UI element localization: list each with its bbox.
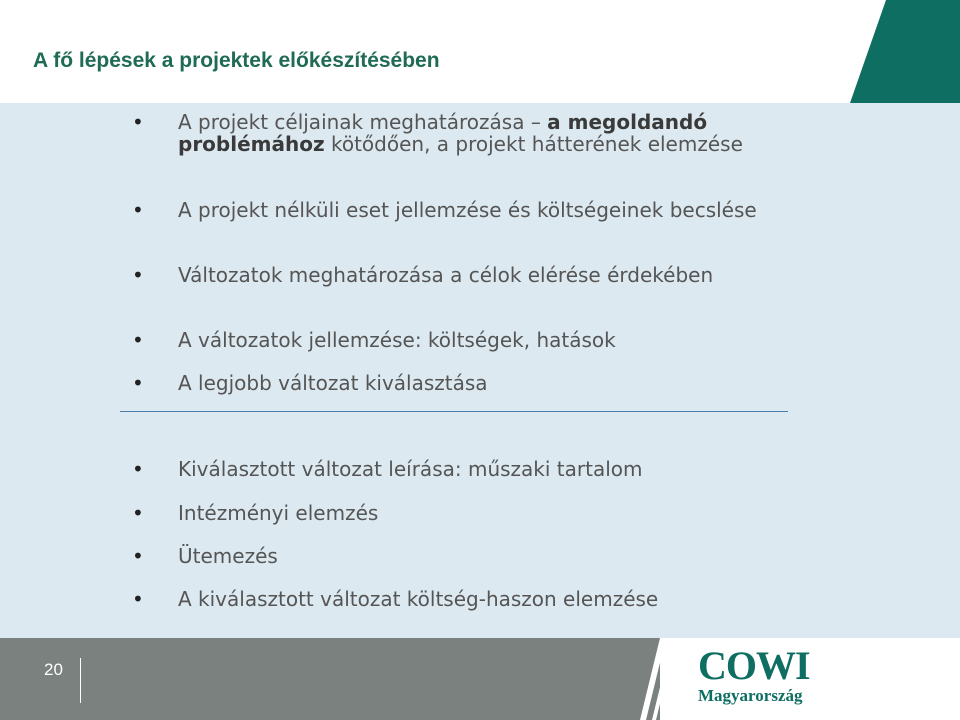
bullet-text: A változatok jellemzése: költségek, hatások bbox=[178, 328, 616, 352]
bullet-text-bold: a megoldandó problémához bbox=[178, 110, 708, 156]
bullet-text: Kiválasztott változat leírása: műszaki tartalom bbox=[178, 457, 643, 481]
bullet-text: kötődően, a projekt hátterének elemzése bbox=[324, 132, 743, 156]
footer-bar bbox=[0, 638, 660, 720]
page-number-separator bbox=[80, 658, 81, 703]
bullet-dot: • bbox=[132, 263, 144, 287]
page-number: 20 bbox=[44, 660, 63, 679]
bullet-text: A legjobb változat kiválasztása bbox=[178, 371, 488, 395]
list-item bbox=[132, 544, 798, 568]
list-item bbox=[132, 328, 798, 352]
section-divider bbox=[120, 411, 788, 412]
slide-title: A fő lépések a projektek előkészítésében bbox=[33, 49, 440, 72]
bullet-dot: • bbox=[132, 457, 144, 481]
company-logo: COWI bbox=[698, 643, 810, 688]
bullet-text: Változatok meghatározása a célok elérése érdekében bbox=[178, 263, 714, 287]
bullet-text: Intézményi elemzés bbox=[178, 501, 379, 525]
company-logo-subtitle: Magyarország bbox=[698, 686, 803, 705]
bullet-dot: • bbox=[132, 110, 144, 134]
bullet-text: Ütemezés bbox=[178, 544, 278, 568]
logo-stripes-icon bbox=[640, 638, 698, 720]
bullet-dot: • bbox=[132, 544, 144, 568]
list-item bbox=[132, 263, 798, 287]
bullet-dot: • bbox=[132, 587, 144, 611]
bullet-text: A kiválasztott változat költség-haszon elemzése bbox=[178, 587, 659, 611]
bullet-text: A projekt céljainak meghatározása – bbox=[178, 110, 548, 134]
list-item bbox=[132, 587, 798, 611]
bullet-dot: • bbox=[132, 198, 144, 222]
bullet-dot: • bbox=[132, 371, 144, 395]
list-item bbox=[132, 457, 798, 481]
bullet-dot: • bbox=[132, 328, 144, 352]
list-item bbox=[132, 501, 798, 525]
corner-decoration bbox=[850, 0, 960, 103]
bullet-dot: • bbox=[132, 501, 144, 525]
footer bbox=[0, 638, 960, 720]
list-item bbox=[132, 198, 798, 222]
bullet-text: A projekt nélküli eset jellemzése és költségeinek becslése bbox=[178, 198, 757, 222]
list-item bbox=[132, 110, 798, 156]
list-item bbox=[132, 371, 798, 395]
